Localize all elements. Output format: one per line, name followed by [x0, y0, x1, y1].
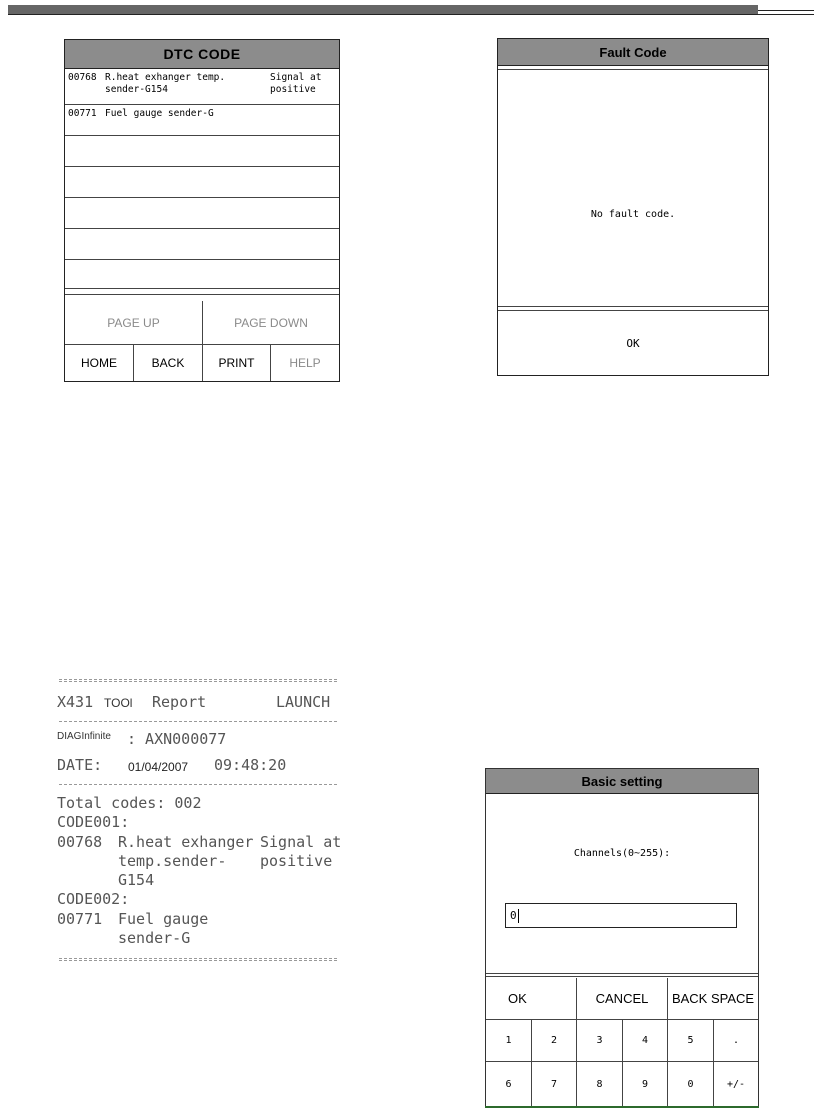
- ok-button[interactable]: OK: [486, 978, 577, 1019]
- report-code1-status: positive: [260, 852, 333, 870]
- report-diag-label: DIAGInfinite: [57, 731, 111, 742]
- keypad-row-1: [486, 1020, 758, 1062]
- text-cursor-icon: [518, 909, 519, 923]
- key-3[interactable]: 3: [577, 1020, 623, 1061]
- report-code1-desc: G154: [118, 871, 155, 889]
- channels-input[interactable]: [505, 903, 737, 928]
- key-6[interactable]: 6: [486, 1062, 532, 1106]
- dtc-code-panel: [64, 39, 340, 382]
- keypad-separator: [486, 974, 758, 977]
- report-brand: LAUNCH: [276, 693, 331, 711]
- report-date-label: DATE:: [57, 756, 103, 774]
- dtc-separator: [65, 289, 339, 295]
- report-title: Report: [152, 693, 207, 711]
- dtc-row-empty: [65, 229, 339, 260]
- back-button[interactable]: BACK: [134, 345, 203, 381]
- dtc-row-description: R.heat exhanger temp. sender-G154: [105, 72, 226, 95]
- report-code1-desc: R.heat exhanger: [118, 833, 254, 851]
- dtc-row-empty: [65, 260, 339, 289]
- key-1[interactable]: 1: [486, 1020, 532, 1061]
- basic-input-area: [486, 794, 758, 974]
- ok-button[interactable]: OK: [626, 336, 640, 350]
- page-header-tail: [758, 10, 814, 11]
- dtc-row[interactable]: [65, 69, 339, 105]
- dtc-row-empty: [65, 167, 339, 198]
- report-code1-desc: temp.sender-: [118, 852, 227, 870]
- page-up-button[interactable]: PAGE UP: [65, 301, 203, 344]
- dtc-row[interactable]: [65, 105, 339, 136]
- page-down-button[interactable]: PAGE DOWN: [234, 315, 308, 330]
- key-9[interactable]: 9: [623, 1062, 668, 1106]
- dtc-panel-title: DTC CODE: [65, 40, 339, 69]
- report-code2-label: CODE002:: [57, 890, 130, 908]
- report-code2-number: 00771: [57, 910, 103, 928]
- panel-bottom-border: [485, 1106, 759, 1108]
- key-decimal[interactable]: .: [732, 1035, 740, 1046]
- report-model: X431: [57, 693, 94, 711]
- report-rule: [59, 679, 337, 682]
- report-time: 09:48:20: [214, 756, 287, 774]
- key-4[interactable]: 4: [623, 1020, 668, 1061]
- help-button[interactable]: HELP: [289, 356, 321, 370]
- dtc-row-status: Signal at positive: [270, 72, 322, 95]
- channels-input-value: 0: [510, 909, 517, 922]
- backspace-button[interactable]: BACK SPACE: [671, 991, 755, 1006]
- page-header-bar: [8, 5, 758, 14]
- print-button[interactable]: PRINT: [203, 345, 271, 381]
- report-code1-label: CODE001:: [57, 813, 130, 831]
- key-5[interactable]: 5: [668, 1020, 714, 1061]
- report-tool: TOOl: [104, 696, 133, 710]
- cancel-button[interactable]: CANCEL: [577, 978, 668, 1019]
- report-code2-desc: Fuel gauge: [118, 910, 209, 928]
- report-code1-number: 00768: [57, 833, 103, 851]
- dtc-row-code: 00768: [68, 72, 97, 83]
- key-0[interactable]: 0: [668, 1062, 714, 1106]
- key-8[interactable]: 8: [577, 1062, 623, 1106]
- fault-message: No fault code.: [590, 209, 676, 220]
- keypad-action-row: [486, 978, 758, 1020]
- basic-panel-title: Basic setting: [486, 769, 758, 794]
- report-total-codes: Total codes: 002: [57, 794, 202, 812]
- dtc-nav-row: [65, 345, 339, 381]
- report-code1-status: Signal at: [260, 833, 342, 851]
- key-7[interactable]: 7: [532, 1062, 577, 1106]
- report-rule: [59, 784, 337, 785]
- key-plus-minus[interactable]: +/-: [726, 1078, 746, 1090]
- report-date: 01/04/2007: [128, 760, 189, 774]
- fault-message-area: [498, 66, 768, 307]
- dtc-row-empty: [65, 136, 339, 167]
- channels-label: Channels(0~255):: [573, 848, 671, 859]
- report-code2-desc: sender-G: [118, 929, 191, 947]
- report-rule: [59, 958, 337, 961]
- dtc-row-empty: [65, 198, 339, 229]
- key-2[interactable]: 2: [532, 1020, 577, 1061]
- report-diag-value: : AXN000077: [127, 730, 227, 748]
- basic-setting-panel: [485, 768, 759, 1107]
- page-header-rule: [8, 14, 814, 15]
- home-button[interactable]: HOME: [65, 345, 134, 381]
- fault-code-panel: [497, 38, 769, 376]
- printed-report: [54, 676, 346, 988]
- dtc-row-description: Fuel gauge sender-G: [105, 108, 214, 119]
- dtc-paging-row: [65, 301, 339, 345]
- fault-panel-title: Fault Code: [498, 39, 768, 66]
- report-rule: [59, 721, 337, 722]
- keypad-row-2: [486, 1062, 758, 1106]
- dtc-row-code: 00771: [68, 108, 97, 119]
